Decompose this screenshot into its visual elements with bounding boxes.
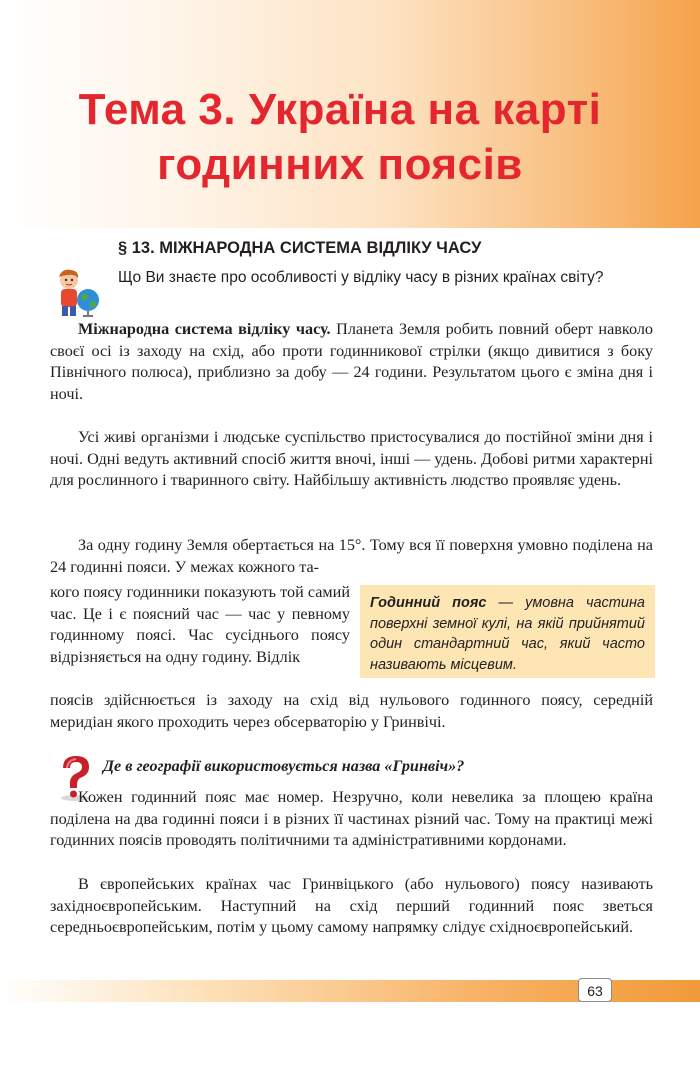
theme-title <box>40 82 640 192</box>
paragraph-3-top: За одну годину Земля обертається на 15°. Тому вся її поверхня умовно поділена на 24 годинні пояси. У межах кожного та- <box>50 536 653 576</box>
paragraph-2: Усі живі організми і людське суспільство пристосувалися до постійної зміни дня і ночі. Одні ведуть активний спосіб життя вночі, інші — удень. Добові ритми характерні для рослинного і тваринного світу. Найбільшу активність людство проявляє удень. <box>50 428 653 489</box>
page-number: 63 <box>578 978 612 1002</box>
definition-term: Годинний пояс <box>370 595 487 611</box>
paragraph-1 <box>50 319 653 405</box>
question-text: Де в географії використовується назва «Гринвіч»? <box>103 757 465 775</box>
paragraph-5: В європейських країнах час Гринвіцького (або нульового) поясу називають західноєвропейським. Наступний на схід перший годинний пояс зветься середньоєвропейським, потім у цьому самому напрямку слідує східноєвропейський. <box>50 875 653 936</box>
intro-question: Що Ви знаєте про особливості у відліку часу в різних країнах світу? <box>118 269 604 286</box>
theme-title-line2: годинних поясів <box>157 140 523 189</box>
paragraph-1-body: Планета Земля робить повний оберт навколо своєї осі із заходу на схід, або проти годинникової стрілки (якщо дивитися з боку Північного полюса), приблизно за добу — 24 години. Результатом цього є зміна дня і ночі. <box>50 320 653 403</box>
paragraph-3-rest: поясів здійснюється із заходу на схід від нульового годинного поясу, середній меридіан якого проходить через обсерваторію у Гринвічі. <box>50 691 653 731</box>
boy-with-globe-icon <box>52 266 104 318</box>
definition-box <box>360 585 655 678</box>
paragraph-3-wrapped: кого поясу годинники показують той самий час. Це і є поясний час — час у певному годинному поясі. Час сусіднього поясу відрізняється на одну годину. Відлік <box>50 583 350 666</box>
definition-text: — умовна частина поверхні земної кулі, на якій прийнятий один стандартний час, який часто називають місцевим. <box>370 595 645 673</box>
section-title: § 13. МІЖНАРОДНА СИСТЕМА ВІДЛІКУ ЧАСУ <box>118 239 482 257</box>
paragraph-4: Кожен годинний пояс має номер. Незручно, коли невелика за площею країна поділена на два годинні пояси і в різних її частинах різний час. Тому на практиці межі годинних поясів проводять політичними та адміністративними кордонами. <box>50 788 653 849</box>
theme-title-line1: Тема 3. Україна на карті <box>78 85 602 134</box>
paragraph-1-lead: Міжнародна система відліку часу. <box>78 320 331 338</box>
